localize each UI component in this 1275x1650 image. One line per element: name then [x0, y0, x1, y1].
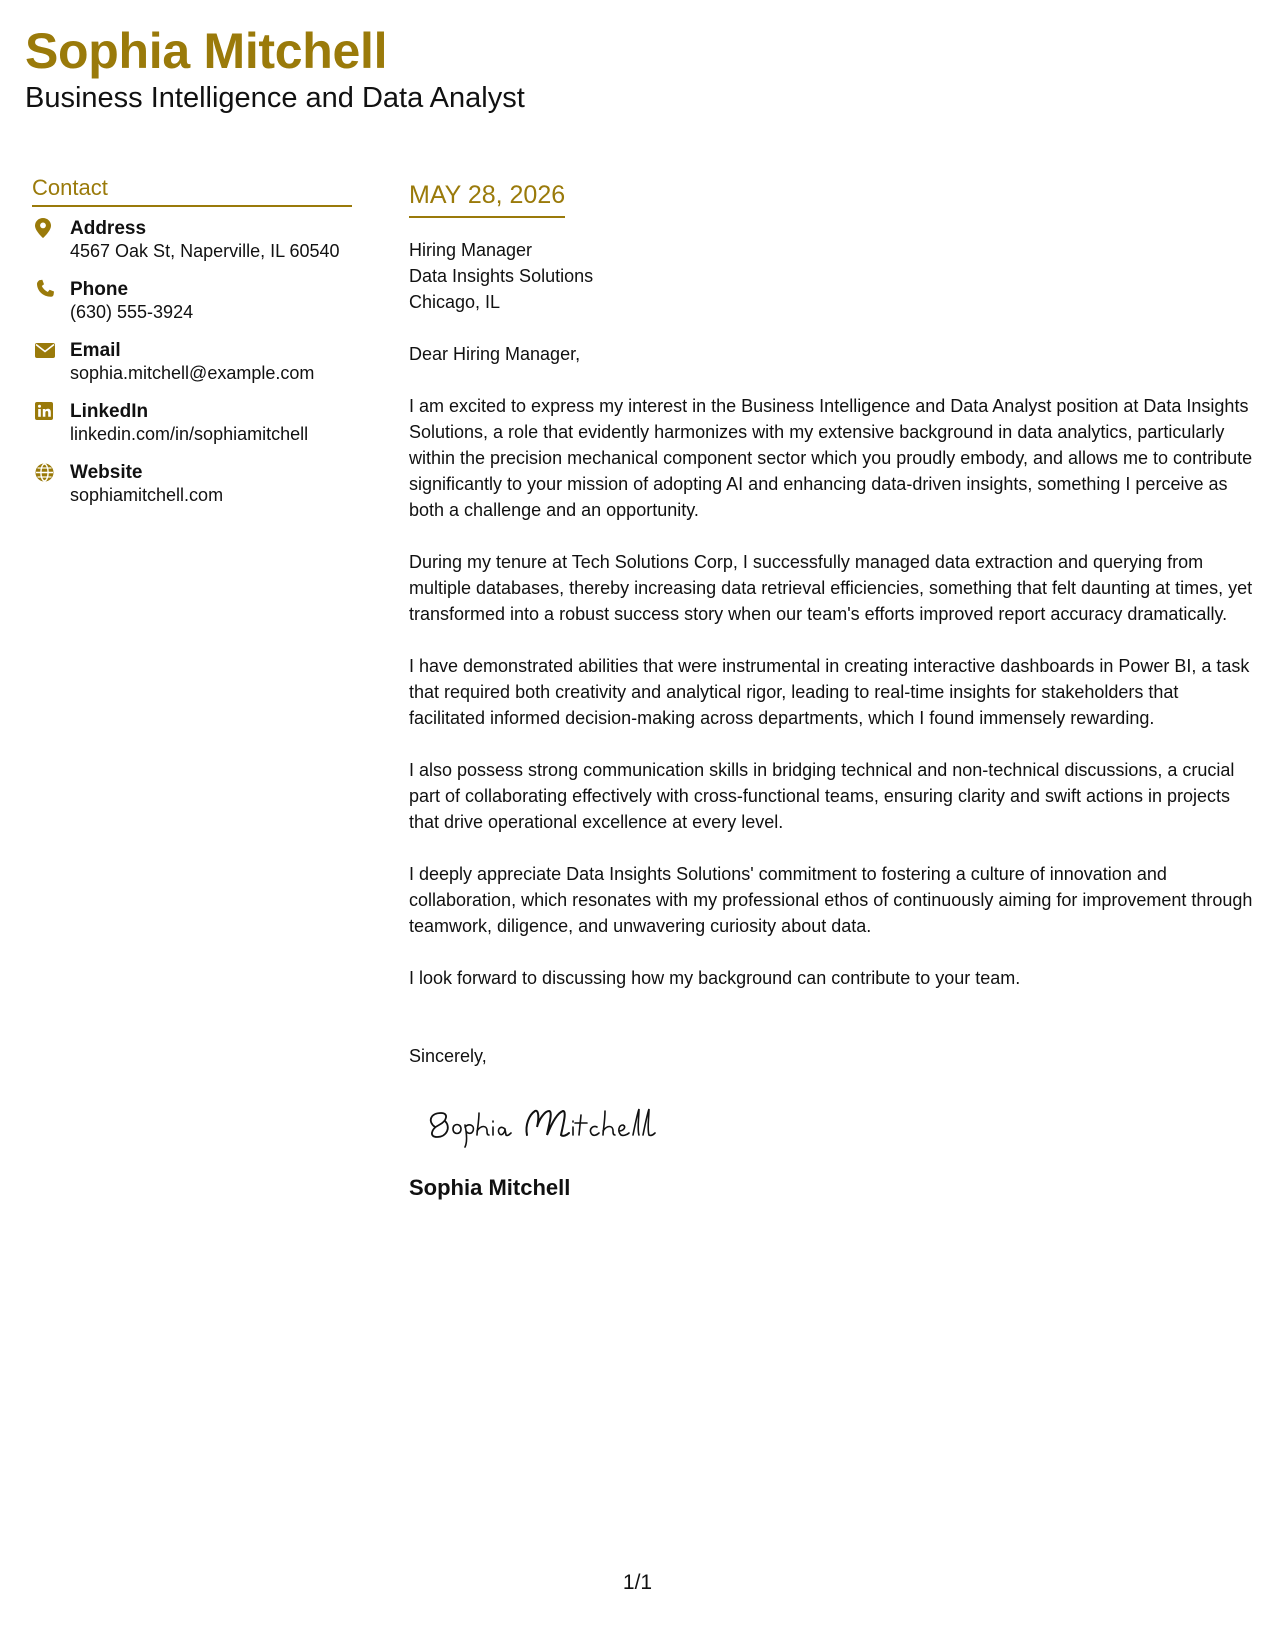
- signer-name: Sophia Mitchell: [409, 1175, 571, 1200]
- globe-icon: [32, 461, 70, 483]
- linkedin-value[interactable]: linkedin.com/in/sophiamitchell: [70, 424, 309, 444]
- email-label: Email: [70, 340, 121, 361]
- closing: Sincerely,: [409, 1046, 487, 1066]
- map-pin-icon: [32, 217, 70, 239]
- address-label: Address: [70, 218, 147, 239]
- recipient-line: Chicago, IL: [409, 292, 501, 312]
- contact-item-address: [32, 217, 352, 263]
- envelope-icon: [32, 339, 70, 361]
- address-value: 4567 Oak St, Naperville, IL 60540: [70, 241, 340, 261]
- body-paragraph: I deeply appreciate Data Insights Solutions' commitment to fostering a culture of innovation and collaboration, which resonates with my professional ethos of continuously aiming for improvement through teamwork, diligence, and unwavering curiosity about data.: [409, 864, 1253, 936]
- contact-item-phone: [32, 278, 352, 324]
- body-paragraph: I also possess strong communication skills in bridging technical and non-technical discussions, a crucial part of collaborating effectively with cross-functional teams, ensuring clarity and swift actions in projects that drive operational excellence at every level.: [409, 760, 1235, 832]
- job-title: Business Intelligence and Data Analyst: [25, 82, 525, 114]
- recipient-block: [409, 237, 1254, 315]
- contact-item-email: [32, 339, 352, 385]
- contact-sidebar: [32, 174, 352, 522]
- body-paragraph: I look forward to discussing how my background can contribute to your team.: [409, 968, 1021, 988]
- website-value[interactable]: sophiamitchell.com: [70, 485, 224, 505]
- body-paragraph: I have demonstrated abilities that were instrumental in creating interactive dashboards in Power BI, a task that required both creativity and analytical rigor, leading to real-time insights for stakeholders that facilitated informed decision-making across departments, which I found immensely rewarding.: [409, 656, 1250, 728]
- email-value[interactable]: sophia.mitchell@example.com: [70, 363, 315, 383]
- phone-label: Phone: [70, 279, 129, 300]
- contact-item-website: [32, 461, 352, 507]
- applicant-name: Sophia Mitchell: [25, 23, 388, 79]
- linkedin-icon: [32, 400, 70, 422]
- website-label: Website: [70, 462, 143, 483]
- body-paragraph: During my tenure at Tech Solutions Corp, I successfully managed data extraction and querying from multiple databases, thereby increasing data retrieval efficiencies, something that felt daunting at times, yet transformed into a robust success story when our team's efforts improved report accuracy dramatically.: [409, 552, 1253, 624]
- body-paragraph: I am excited to express my interest in the Business Intelligence and Data Analyst position at Data Insights Solutions, a role that evidently harmonizes with my extensive background in data analytics, particularly within the precision mechanical component sector which you proudly embody, and allows me to contribute significantly to your mission of adopting AI and enhancing data-driven insights, something I perceive as both a challenge and an opportunity.: [409, 396, 1253, 520]
- contact-item-linkedin: [32, 400, 352, 446]
- linkedin-label: LinkedIn: [70, 401, 149, 422]
- phone-icon: [32, 278, 70, 300]
- recipient-line: Data Insights Solutions: [409, 266, 594, 286]
- letter-date: MAY 28, 2026: [409, 179, 565, 218]
- salutation: Dear Hiring Manager,: [409, 344, 581, 364]
- contact-section-title: Contact: [32, 174, 352, 207]
- page-number: 1/1: [622, 1571, 653, 1594]
- phone-value: (630) 555-3924: [70, 302, 194, 322]
- letter-body: [409, 179, 1254, 1202]
- handwritten-signature: [417, 1091, 677, 1151]
- recipient-line: Hiring Manager: [409, 240, 533, 260]
